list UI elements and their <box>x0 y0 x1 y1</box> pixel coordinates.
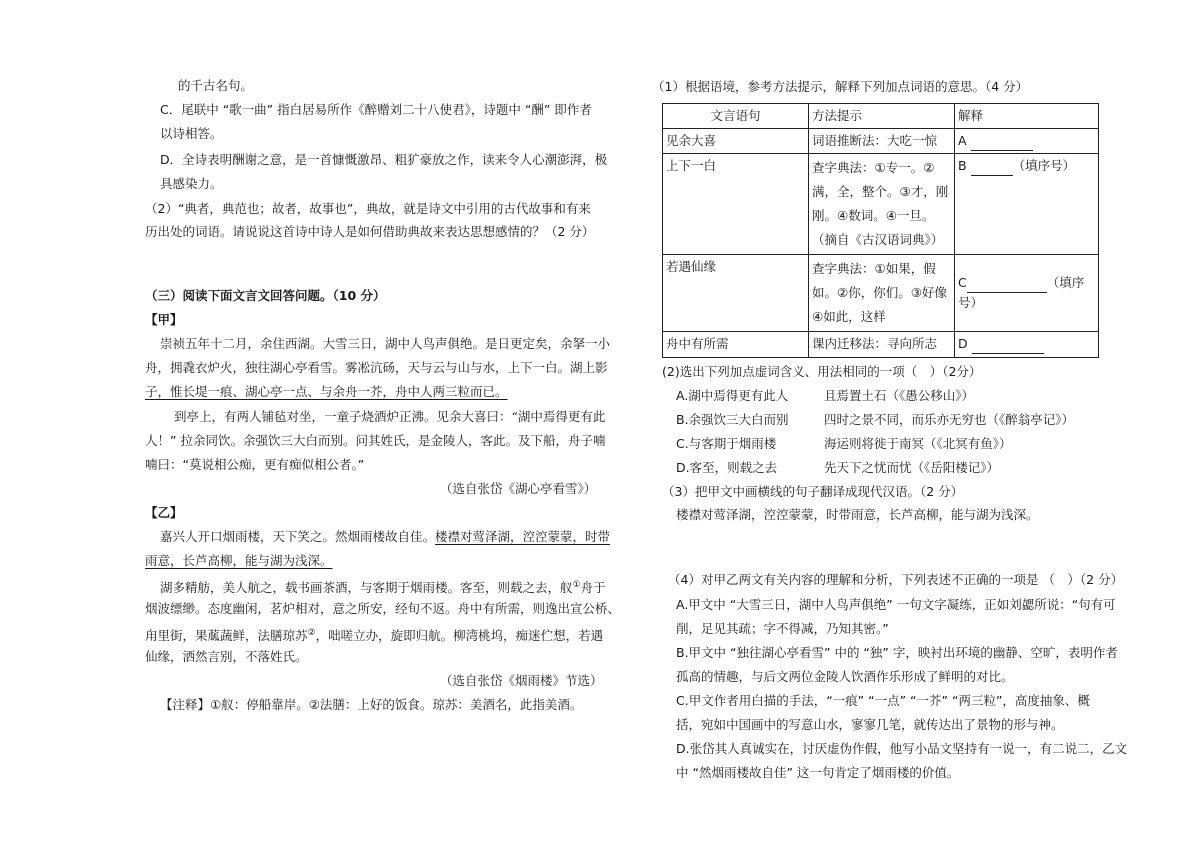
question-2: （2）“典者，典范也；故者，故事也”，典故，就是诗文中引用的古代故事和有来 <box>145 201 591 216</box>
passage-b-label: 【乙】 <box>145 505 183 520</box>
passage-text: 到亭上，有两人铺毡对坐，一童子烧酒炉正沸。见余大喜曰： <box>174 409 512 424</box>
option-a-compare: 且焉置土石（《愚公移山》） <box>824 388 975 403</box>
answer-cell[interactable]: B （填序号） <box>955 154 1099 255</box>
answer-cell[interactable]: A <box>955 129 1099 154</box>
option-d: D．全诗表明酬谢之意，是一首慷慨激昂、粗犷豪放之作，读来令人心潮澎湃，极 <box>160 152 608 167</box>
table-cell: 见余大喜 <box>663 129 809 154</box>
passage-text: 湖多精舫，美人航之，载书画茶酒，与客期于烟雨楼。客至，则载之去，舣 <box>160 580 573 596</box>
option-d-compare: 先天下之忧而忧（《岳阳楼记》） <box>824 460 1000 475</box>
table-cell: 词语推断法：大吃一惊 <box>809 129 955 154</box>
passage-text: ，咄嗟立办，旋即归航。柳湾桃坞，痴迷伫想，若遇 <box>315 628 604 644</box>
option-a: A.湖中焉得更有此人 <box>676 388 789 403</box>
table-header: 文言语句 <box>663 104 809 129</box>
answer-cell[interactable]: C （填序号） <box>955 255 1099 332</box>
source-citation: （选自张岱《烟雨楼》节选） <box>440 673 603 688</box>
choice-a: A.甲文中 “大雪三日，湖中人鸟声俱绝” 一句文字凝练，正如刘勰所说：“句有可 <box>676 597 1116 612</box>
table-cell: 查字典法：①专一。②满，全，整个。③才，刚刚。④数词。④一旦。（摘自《古汉语词典》） <box>809 154 955 255</box>
question-4: （4）对甲乙两文有关内容的理解和分析，下列表述不正确的一项是 （ ）（2 分） <box>668 572 1124 587</box>
choice-text: 中 “然烟雨楼故自佳” 这一句肯定了烟雨楼的价值。 <box>676 765 960 780</box>
passage-quote: “湖中焉得更有此 <box>511 409 606 424</box>
answer-cell[interactable]: D <box>955 332 1099 358</box>
option-c: C．尾联中 “歌一曲” 指白居易所作《醉赠刘二十八使君》，诗题中 “酬” 即作者 <box>160 102 592 117</box>
table-cell: 查字典法：①如果，假如。②你，你们。③好像④如此，这样 <box>809 255 955 332</box>
table-header: 方法提示 <box>809 104 955 129</box>
passage-text: 嘉兴人开口烟雨楼，天下笑之。然烟雨楼故自佳。 <box>160 529 436 544</box>
text-line: 的千古名句。 <box>178 78 254 93</box>
answer-blank[interactable] <box>971 136 1033 151</box>
passage-quote: 人！ <box>145 433 171 448</box>
translation-sentence: 楼襟对莺泽湖，涳涳蒙蒙，时带雨意，长芦高柳，能与湖为浅深。 <box>676 507 1039 522</box>
answer-blank[interactable] <box>967 278 1047 293</box>
passage-line <box>160 576 606 597</box>
option-b: B.余强饮三大白而别 <box>676 412 789 427</box>
passage-line: 烟波缥缈。态度幽闲，茗炉相对，意之所安，经旬不返。舟中有所需，则逸出宣公桥、 <box>145 601 621 616</box>
text-line: 以诗相答。 <box>160 126 223 141</box>
source-citation: （选自张岱《湖心亭看雪》） <box>440 481 597 496</box>
passage-text: ” 拉余同饮。余强饮三大白而别。问其姓氏，是金陵人，客此。及下船，舟子喃 <box>170 433 606 448</box>
footnote-marker: ① <box>572 580 581 590</box>
passage-line <box>145 432 605 450</box>
answer-blank[interactable] <box>971 161 1013 176</box>
passage-text-underlined: 楼襟对莺泽湖，涳涳蒙蒙，时带 <box>435 529 611 544</box>
option-b-compare: 四时之景不同，而乐亦无穷也（《醉翁亭记》） <box>824 412 1075 427</box>
table-row <box>663 255 1099 332</box>
vocabulary-table <box>662 103 1099 358</box>
passage-line: 崇祯五年十二月，余住西湖。大雪三日，湖中人鸟声俱绝。是日更定矣，余拏一小 <box>160 336 611 351</box>
text-line: 历出处的词语。请说说这首诗中诗人是如何借助典故来表达思想感情的？（2 分） <box>145 224 595 239</box>
table-row <box>663 154 1099 255</box>
choice-b: B.甲文中 “独往湖心亭看雪” 中的 “独” 字，映衬出环境的幽静、空旷，表明作者 <box>676 645 1118 660</box>
table-cell: 上下一白 <box>663 154 809 255</box>
table-cell: 舟中有所需 <box>663 332 809 358</box>
choice-d: D.张岱其人真诚实在，讨厌虚伪作假，他写小品文坚持有一说一，有二说二，乙文 <box>676 741 1128 756</box>
passage-line: 喃曰：“莫说相公痴，更有痴似相公者。” <box>145 457 365 472</box>
annotation-note: 【注释】①舣：停船靠岸。②法膳：上好的饭食。琼苏：美酒名，此指美酒。 <box>160 697 583 712</box>
table-row <box>663 332 1099 358</box>
passage-line-underlined: 子，惟长堤一痕、湖心亭一点、与余舟一芥，舟中人两三粒而已。 <box>145 384 508 399</box>
option-d: D.客至，则载之去 <box>676 460 778 475</box>
passage-a-label: 【甲】 <box>145 312 183 327</box>
passage-line <box>174 408 605 426</box>
section-heading: （三）阅读下面文言文回答问题。（10 分） <box>145 288 386 303</box>
table-row <box>663 129 1099 154</box>
answer-blank[interactable] <box>972 339 1044 354</box>
table-header: 解释 <box>955 104 1099 129</box>
footnote-marker: ② <box>307 628 316 638</box>
question-3: （3）把甲文中画横线的句子翻译成现代汉语。（2 分） <box>662 484 964 499</box>
passage-line-underlined: 雨意，长芦高柳，能与湖为浅深。 <box>145 553 333 568</box>
choice-text: 削，足见其疏；字不得减，乃知其密。” <box>676 621 889 636</box>
choice-text: 括，宛如中国画中的写意山水，寥寥几笔，就传达出了景物的形与神。 <box>676 717 1064 732</box>
passage-text: 甪里街，果蓏蔬鲜，法膳琼苏 <box>145 628 308 644</box>
question-1: （1）根据语境，参考方法提示，解释下列加点词语的意思。（4 分） <box>652 79 1029 94</box>
choice-c: C.甲文作者用白描的手法，“一痕” “一点” “一芥” “两三粒”，高度抽象、概 <box>676 693 1090 708</box>
passage-text: 舟于 <box>580 580 606 596</box>
passage-line <box>160 528 610 546</box>
question-2: (2)选出下列加点虚词含义、用法相同的一项（ ）（2分） <box>662 364 982 379</box>
table-header-row <box>663 104 1099 129</box>
choice-text: 孤高的情趣，与后文两位金陵人饮酒作乐形成了鲜明的对比。 <box>676 669 1014 684</box>
passage-line <box>145 624 603 645</box>
table-cell: 若遇仙缘 <box>663 255 809 332</box>
text-line: 具感染力。 <box>160 176 223 191</box>
option-c: C.与客期于烟雨楼 <box>676 436 777 451</box>
passage-line: 仙缘，洒然言别，不落姓氏。 <box>145 649 308 664</box>
option-c-compare: 海运则将徙于南冥（《北冥有鱼》） <box>824 436 1012 451</box>
passage-line: 舟，拥毳衣炉火，独往湖心亭看雪。雾凇沆砀，天与云与山与水，上下一白。湖上影 <box>145 360 608 375</box>
table-cell: 课内迁移法：寻向所志 <box>809 332 955 358</box>
